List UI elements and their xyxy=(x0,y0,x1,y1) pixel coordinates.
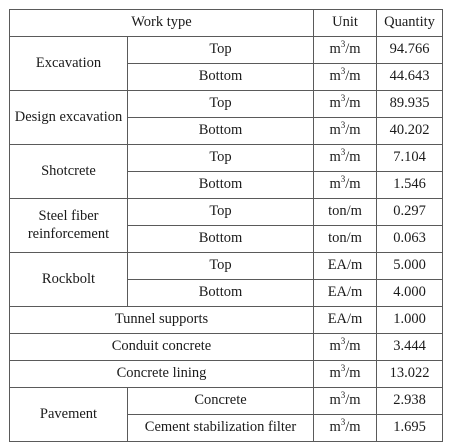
header-quantity: Quantity xyxy=(377,10,443,37)
unit-cell: ton/m xyxy=(314,199,377,226)
group-cell-tunnel-supports: Tunnel supports xyxy=(10,307,314,334)
quantity-cell: 1.546 xyxy=(377,172,443,199)
unit-cell: ton/m xyxy=(314,226,377,253)
group-cell-shotcrete: Shotcrete xyxy=(10,145,128,199)
quantity-cell: 4.000 xyxy=(377,280,443,307)
quantity-cell: 3.444 xyxy=(377,334,443,361)
quantity-cell: 7.104 xyxy=(377,145,443,172)
unit-cell: $m^3/m$ xyxy=(314,172,377,199)
quantity-cell: 13.022 xyxy=(377,361,443,388)
quantity-table-container xyxy=(9,9,442,442)
quantity-cell: 94.766 xyxy=(377,37,443,64)
sub-cell: Bottom xyxy=(128,280,314,307)
sub-cell: Top xyxy=(128,199,314,226)
unit-cell: $m^3/m$ xyxy=(314,145,377,172)
sub-cell: Bottom xyxy=(128,118,314,145)
sub-cell: Concrete xyxy=(128,388,314,415)
table-row xyxy=(10,37,443,64)
group-cell-steel-fiber: Steel fiber reinforcement xyxy=(10,199,128,253)
table-row xyxy=(10,91,443,118)
table-row xyxy=(10,307,443,334)
table-row xyxy=(10,388,443,415)
sub-cell: Top xyxy=(128,253,314,280)
quantity-cell: 5.000 xyxy=(377,253,443,280)
header-work-type: Work type xyxy=(10,10,314,37)
unit-cell: $m^3/m$ xyxy=(314,64,377,91)
group-cell-design-excavation: Design excavation xyxy=(10,91,128,145)
sub-cell: Bottom xyxy=(128,172,314,199)
unit-cell: $m^3/m$ xyxy=(314,388,377,415)
group-cell-excavation: Excavation xyxy=(10,37,128,91)
quantity-cell: 1.000 xyxy=(377,307,443,334)
quantity-cell: 0.297 xyxy=(377,199,443,226)
sub-cell: Bottom xyxy=(128,64,314,91)
unit-cell: $m^3/m$ xyxy=(314,118,377,145)
quantity-cell: 44.643 xyxy=(377,64,443,91)
table-row xyxy=(10,334,443,361)
table-row xyxy=(10,199,443,226)
group-cell-conduit-concrete: Conduit concrete xyxy=(10,334,314,361)
unit-cell: EA/m xyxy=(314,253,377,280)
sub-cell: Top xyxy=(128,91,314,118)
sub-cell: Bottom xyxy=(128,226,314,253)
unit-cell: EA/m xyxy=(314,307,377,334)
group-cell-concrete-lining: Concrete lining xyxy=(10,361,314,388)
group-cell-pavement: Pavement xyxy=(10,388,128,442)
unit-cell: $m^3/m$ xyxy=(314,37,377,64)
sub-cell: Top xyxy=(128,37,314,64)
header-unit: Unit xyxy=(314,10,377,37)
quantity-cell: 40.202 xyxy=(377,118,443,145)
sub-cell: Cement stabilization filter xyxy=(128,415,314,442)
unit-cell: EA/m xyxy=(314,280,377,307)
unit-cell: $m^3/m$ xyxy=(314,361,377,388)
header-row xyxy=(10,10,443,37)
quantity-cell: 1.695 xyxy=(377,415,443,442)
quantity-cell: 0.063 xyxy=(377,226,443,253)
unit-cell: $m^3/m$ xyxy=(314,91,377,118)
unit-cell: $m^3/m$ xyxy=(314,415,377,442)
sub-cell: Top xyxy=(128,145,314,172)
unit-cell: $m^3/m$ xyxy=(314,334,377,361)
table-row xyxy=(10,361,443,388)
quantity-table xyxy=(9,9,443,442)
group-cell-rockbolt: Rockbolt xyxy=(10,253,128,307)
quantity-cell: 2.938 xyxy=(377,388,443,415)
quantity-cell: 89.935 xyxy=(377,91,443,118)
table-row xyxy=(10,145,443,172)
table-row xyxy=(10,253,443,280)
